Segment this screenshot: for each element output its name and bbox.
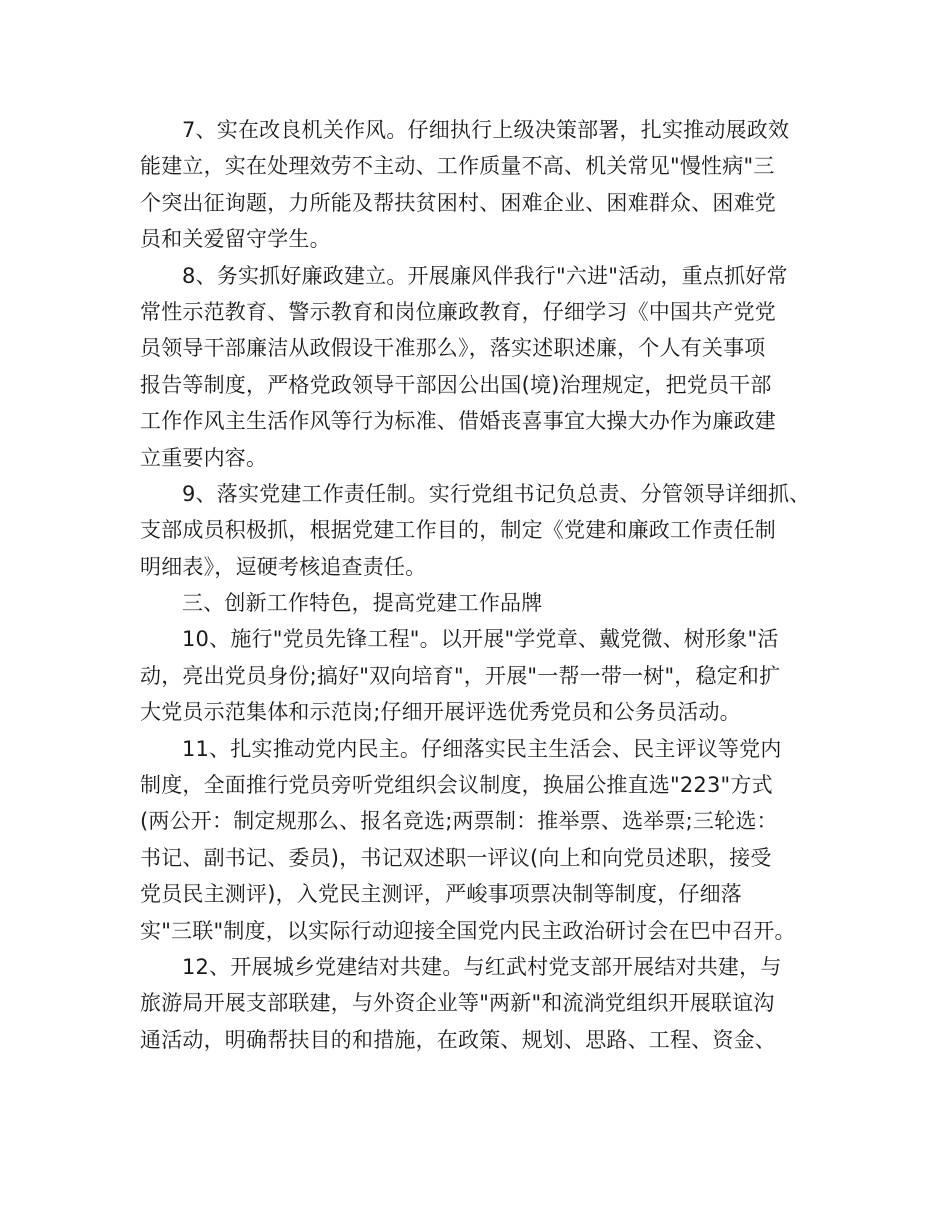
text-line: 党员民主测评)，入党民主测评，严峻事项票决制等制度，仔细落 [140, 882, 742, 907]
text-line: 7、实在改良机关作风。仔细执行上级决策部署，扎实推动展政效 [182, 118, 790, 142]
text-line: 11、扎实推动党内民主。仔细落实民主生活会、民主评议等党内 [182, 736, 782, 761]
text-line: 常性示范教育、警示教育和岗位廉政教育，仔细学习《中国共产党党 [140, 299, 776, 324]
text-line: 旅游局开展支部联建，与外资企业等"两新"和流淌党组织开展联谊沟 [140, 991, 775, 1016]
text-line: 通活动，明确帮扶目的和措施，在政策、规划、思路、工程、资金、 [140, 1027, 776, 1052]
text-line: 8、务实抓好廉政建立。开展廉风伴我行"六进"活动，重点抓好常 [182, 263, 788, 288]
document-body [140, 112, 820, 1058]
text-line: 工作作风主生活作风等行为标准、借婚丧喜事宜大操大办作为廉政建 [140, 409, 776, 434]
text-line: 明细表》，逗硬考核追查责任。 [140, 554, 427, 579]
text-line: 9、落实党建工作责任制。实行党组书记负总责、分管领导详细抓、 [182, 481, 811, 506]
text-line: 能建立，实在处理效劳不主动、工作质量不高、机关常见"慢性病"三 [140, 154, 775, 179]
text-line: 制度，全面推行党员旁听党组织会议制度，换届公推直选"223"方式 [140, 773, 773, 798]
text-line: 10、施行"党员先锋工程"。以开展"学党章、戴党微、树形象"活 [182, 627, 779, 652]
text-line: 支部成员积极抓，根据党建工作目的，制定《党建和廉政工作责任制 [140, 518, 776, 543]
text-line: 立重要内容。 [140, 445, 268, 470]
text-line: 员和关爱留守学生。 [140, 227, 331, 252]
text-line: 大党员示范集体和示范岗;仔细开展评选优秀党员和公务员活动。 [140, 700, 741, 725]
text-line: 三、创新工作特色，提高党建工作品牌 [182, 591, 543, 616]
text-line: 书记、副书记、委员)，书记双述职一评议(向上和向党员述职，接受 [140, 845, 772, 870]
text-line: 员领导干部廉洁从政假设干准那么》，落实述职述廉，个人有关事项 [140, 336, 766, 361]
text-line: (两公开：制定规那么、报名竞选;两票制：推举票、选举票;三轮选： [140, 809, 778, 834]
text-line: 实"三联"制度，以实际行动迎接全国党内民主政治研讨会在巴中召开。 [140, 918, 796, 943]
text-line: 12、开展城乡党建结对共建。与红武村党支部开展结对共建，与 [182, 954, 782, 979]
text-line: 报告等制度，严格党政领导干部因公出国(境)治理规定，把党员干部 [140, 372, 772, 397]
text-line: 个突出征询题，力所能及帮扶贫困村、困难企业、困难群众、困难党 [140, 190, 776, 215]
text-line: 动，亮出党员身份;搞好"双向培育"，开展"一帮一带一树"，稳定和扩 [140, 663, 781, 688]
